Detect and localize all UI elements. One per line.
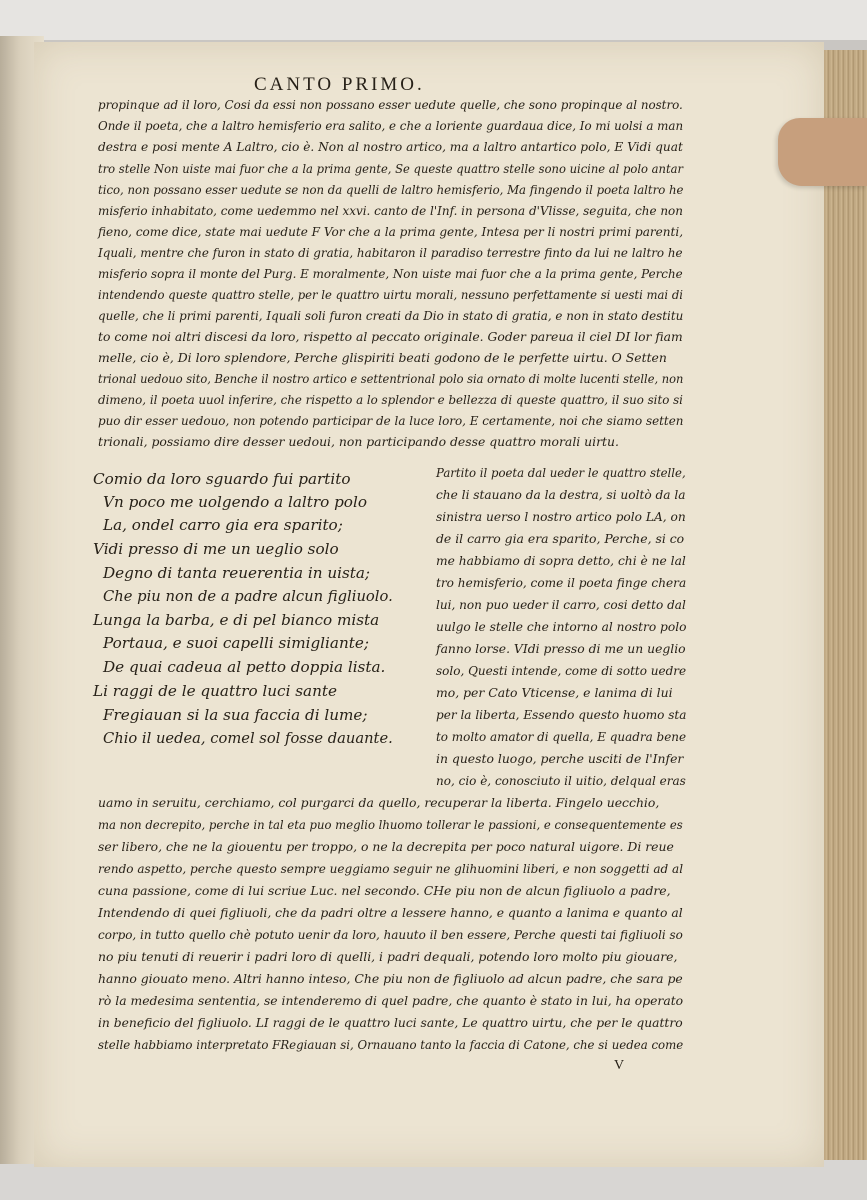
bookmark-tab xyxy=(778,118,867,186)
side-commentary-line: uulgo le stelle che intorno al nostro polo xyxy=(436,619,687,634)
verse-line: Lunga la barba, e di pel bianco mista xyxy=(93,611,380,629)
commentary-line: dimeno, il poeta uuol inferire, che rispetto a lo splendor e bellezza di queste quattro, il suo sito si xyxy=(98,392,683,407)
commentary-line: Onde il poeta, che a laltro hemisferio era salito, e che a loriente guardaua dice, Io mi uolsi a man xyxy=(98,118,684,133)
side-commentary-line: no, cio è, conosciuto il uitio, delqual eras xyxy=(436,773,686,788)
side-commentary-line: mo, per Cato Vticense, e lanima di lui xyxy=(436,685,673,700)
commentary-line: quelle, che li primi parenti, Iquali soli furon creati da Dio in stato di gratia, e non in stato destitu xyxy=(98,308,684,323)
commentary-line: rò la medesima sententia, se intenderemo di quel padre, che quanto è stato in lui, ha operato xyxy=(98,993,684,1008)
commentary-line: no piu tenuti di reuerir i padri loro di quelli, i padri dequali, potendo loro molto piu giouare, xyxy=(98,949,678,964)
verse-line: Portaua, e suoi capelli simigliante; xyxy=(103,634,369,652)
verse-line: Vn poco me uolgendo a laltro polo xyxy=(103,493,367,511)
verse-line: Fregiauan si la sua faccia di lume; xyxy=(103,706,368,724)
page-header: CANTO PRIMO. xyxy=(254,74,425,95)
side-commentary-line: tro hemisferio, come il poeta finge chera xyxy=(436,575,687,590)
commentary-line: melle, cio è, Di loro splendore, Perche glispiriti beati godono de le perfette uirtu. O Setten xyxy=(98,350,667,365)
commentary-line: fieno, come dice, state mai uedute F Vor che a la prima gente, Intesa per li nostri primi parenti, xyxy=(98,224,684,239)
commentary-line: cuna passione, come di lui scriue Luc. nel secondo. CHe piu non de alcun figliuolo a padre, xyxy=(98,883,671,898)
commentary-line: misferio sopra il monte del Purg. E moralmente, Non uiste mai fuor che a la prima gente, Perche xyxy=(98,266,683,281)
commentary-line: Intendendo di quei figliuoli, che da padri oltre a lessere hanno, e quanto a lanima e quanto al xyxy=(98,905,683,920)
side-commentary-line: Partito il poeta dal ueder le quattro stelle, xyxy=(436,465,686,480)
side-commentary-line: fanno lorse. VIdi presso di me un ueglio xyxy=(436,641,686,656)
side-commentary-line: to molto amator di quella, E quadra bene xyxy=(436,729,687,744)
commentary-line: trional uedouo sito, Benche il nostro artico e settentrional polo sia ornato di molte lucenti stelle, non xyxy=(98,371,684,386)
commentary-line: hanno giouato meno. Altri hanno inteso, Che piu non de figliuolo ad alcun padre, che sara pe xyxy=(98,971,683,986)
commentary-line: uamo in seruitu, cerchiamo, col purgarci da quello, recuperar la liberta. Fingelo uecchio, xyxy=(98,795,660,810)
commentary-line: intendendo queste quattro stelle, per le quattro uirtu morali, nessuno perfettamente si uesti mai di xyxy=(98,287,683,302)
side-commentary-line: per la liberta, Essendo questo huomo sta xyxy=(436,707,687,722)
side-commentary-line: che li stauano da la destra, si uoltò da la xyxy=(436,487,686,502)
side-commentary-line: de il carro gia era sparito, Perche, si co xyxy=(436,531,685,546)
commentary-line: destra e posi mente A Laltro, cio è. Non al nostro artico, ma a laltro antartico polo, E Vidi quat xyxy=(98,139,683,154)
signature-mark: V xyxy=(614,1058,625,1073)
commentary-line: ser libero, che ne la giouentu per troppo, o ne la decrepita per poco natural uigore. Di reue xyxy=(98,839,674,854)
verse-line: Li raggi de le quattro luci sante xyxy=(93,682,337,700)
commentary-line: trionali, possiamo dire desser uedoui, non participando desse quattro morali uirtu. xyxy=(98,434,619,449)
verse-line: Comio da loro sguardo fui partito xyxy=(93,470,351,488)
verse-line: Chio il uedea, comel sol fosse dauante. xyxy=(103,729,393,747)
side-commentary-line: me habbiamo di sopra detto, chi è ne lal xyxy=(436,553,686,568)
scan-backdrop-top xyxy=(0,0,867,40)
commentary-line: tico, non possano esser uedute se non da quelli de laltro hemisferio, Ma fingendo il poeta laltro he xyxy=(98,182,684,197)
commentary-line: corpo, in tutto quello chè potuto uenir da loro, hauuto il ben essere, Perche questi tai figliuoli so xyxy=(98,927,683,942)
verse-line: De quai cadeua al petto doppia lista. xyxy=(103,658,386,676)
commentary-line: misferio inhabitato, come uedemmo nel xxvi. canto de l'Inf. in persona d'Vlisse, seguita, che non xyxy=(98,203,683,218)
commentary-line: ma non decrepito, perche in tal eta puo meglio lhuomo tollerar le passioni, e consequentemente es xyxy=(98,817,683,832)
side-commentary-line: lui, non puo ueder il carro, cosi detto dal xyxy=(436,597,686,612)
commentary-line: puo dir esser uedouo, non potendo participar de la luce loro, E certamente, noi che siamo setten xyxy=(98,413,684,428)
verse-line: Vidi presso di me un ueglio solo xyxy=(93,540,339,558)
side-commentary-line: solo, Questi intende, come di sotto uedre xyxy=(436,663,687,678)
side-commentary-line: sinistra uerso l nostro artico polo LA, on xyxy=(436,509,686,524)
verse-line: Che piu non de a padre alcun figliuolo. xyxy=(103,587,393,605)
verse-line: La, ondel carro gia era sparito; xyxy=(103,516,343,534)
commentary-line: in beneficio del figliuolo. LI raggi de le quattro luci sante, Le quattro uirtu, che per le quattro xyxy=(98,1015,683,1030)
commentary-line: to come noi altri discesi da loro, rispetto al peccato originale. Goder pareua il ciel DI lor fiam xyxy=(98,329,683,344)
commentary-line: stelle habbiamo interpretato FRegiauan si, Ornauano tanto la faccia di Catone, che si uedea come xyxy=(98,1037,684,1052)
commentary-line: rendo aspetto, perche questo sempre ueggiamo seguir ne glihuomini liberi, e non soggetti ad al xyxy=(98,861,684,876)
verse-line: Degno di tanta reuerentia in uista; xyxy=(103,564,371,582)
side-commentary-line: in questo luogo, perche usciti de l'Infer xyxy=(436,751,684,766)
commentary-line: Iquali, mentre che furon in stato di gratia, habitaron il paradiso terrestre finto da lui ne laltro he xyxy=(98,245,683,260)
commentary-line: tro stelle Non uiste mai fuor che a la prima gente, Se queste quattro stelle sono uicine al polo antar xyxy=(98,161,684,176)
commentary-line: propinque ad il loro, Cosi da essi non possano esser uedute quelle, che sono propinque al nostro. xyxy=(98,97,683,112)
